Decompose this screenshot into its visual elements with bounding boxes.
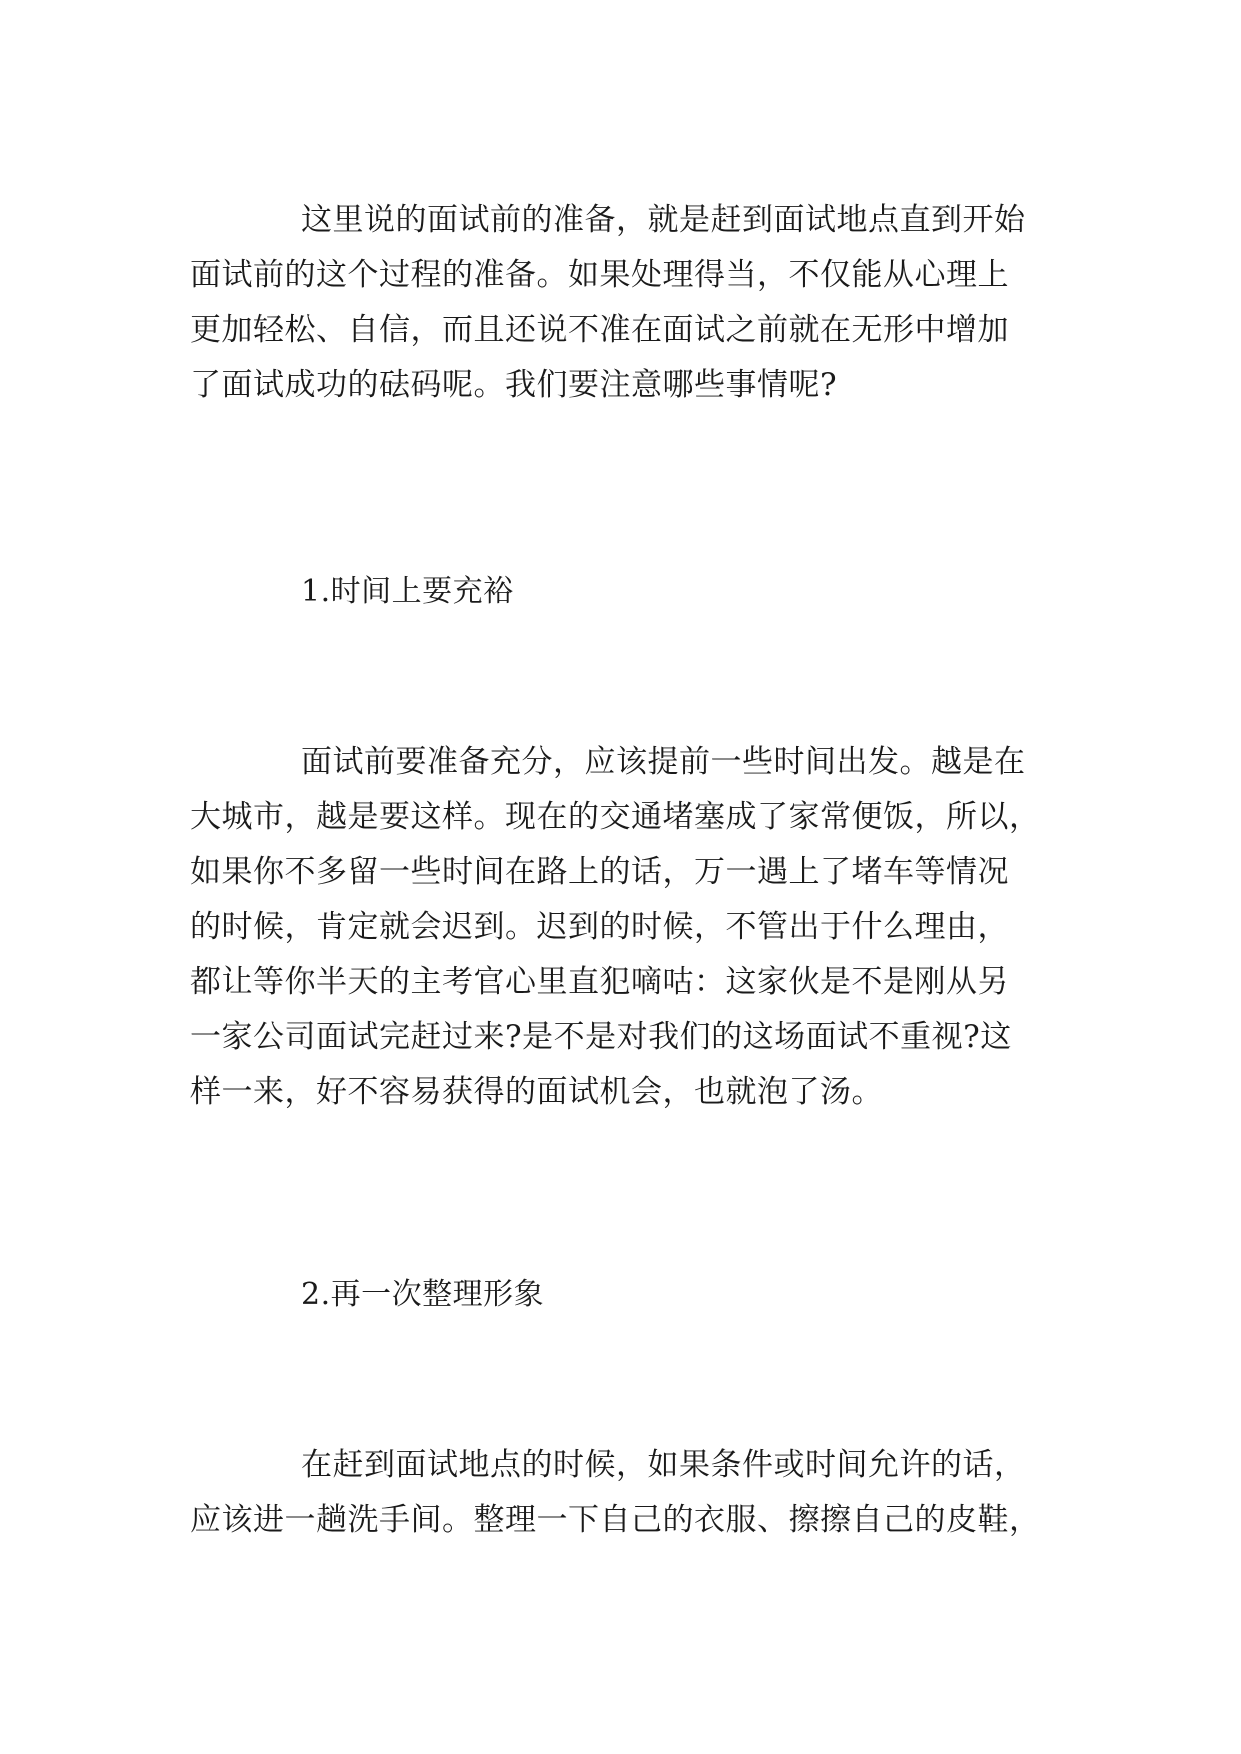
paragraph-line: 面试前的这个过程的准备。如果处理得当，不仅能从心理上 xyxy=(190,257,1009,293)
paragraph-line: 一家公司面试完赶过来?是不是对我们的这场面试不重视?这 xyxy=(190,1019,1012,1055)
paragraph-line: 更加轻松、自信，而且还说不准在面试之前就在无形中增加 xyxy=(190,312,1009,348)
section-heading-2: 2.再一次整理形象 xyxy=(301,1277,545,1312)
section-heading-1: 1.时间上要充裕 xyxy=(301,574,514,609)
paragraph-line: 这里说的面试前的准备，就是赶到面试地点直到开始 xyxy=(301,202,1026,238)
paragraph-line: 大城市，越是要这样。现在的交通堵塞成了家常便饭，所以， xyxy=(190,799,1041,835)
paragraph-line: 应该进一趟洗手间。整理一下自己的衣服、擦擦自己的皮鞋， xyxy=(190,1502,1041,1538)
paragraph-line: 样一来，好不容易获得的面试机会，也就泡了汤。 xyxy=(190,1074,883,1110)
paragraph-line: 在赶到面试地点的时候，如果条件或时间允许的话， xyxy=(301,1447,1026,1483)
paragraph-line: 的时候，肯定就会迟到。迟到的时候，不管出于什么理由， xyxy=(190,909,1009,945)
paragraph-line: 了面试成功的砝码呢。我们要注意哪些事情呢? xyxy=(190,367,838,403)
paragraph-line: 面试前要准备充分，应该提前一些时间出发。越是在 xyxy=(301,744,1026,780)
paragraph-line: 如果你不多留一些时间在路上的话，万一遇上了堵车等情况 xyxy=(190,854,1009,890)
paragraph-line: 都让等你半天的主考官心里直犯嘀咕：这家伙是不是刚从另 xyxy=(190,964,1009,1000)
